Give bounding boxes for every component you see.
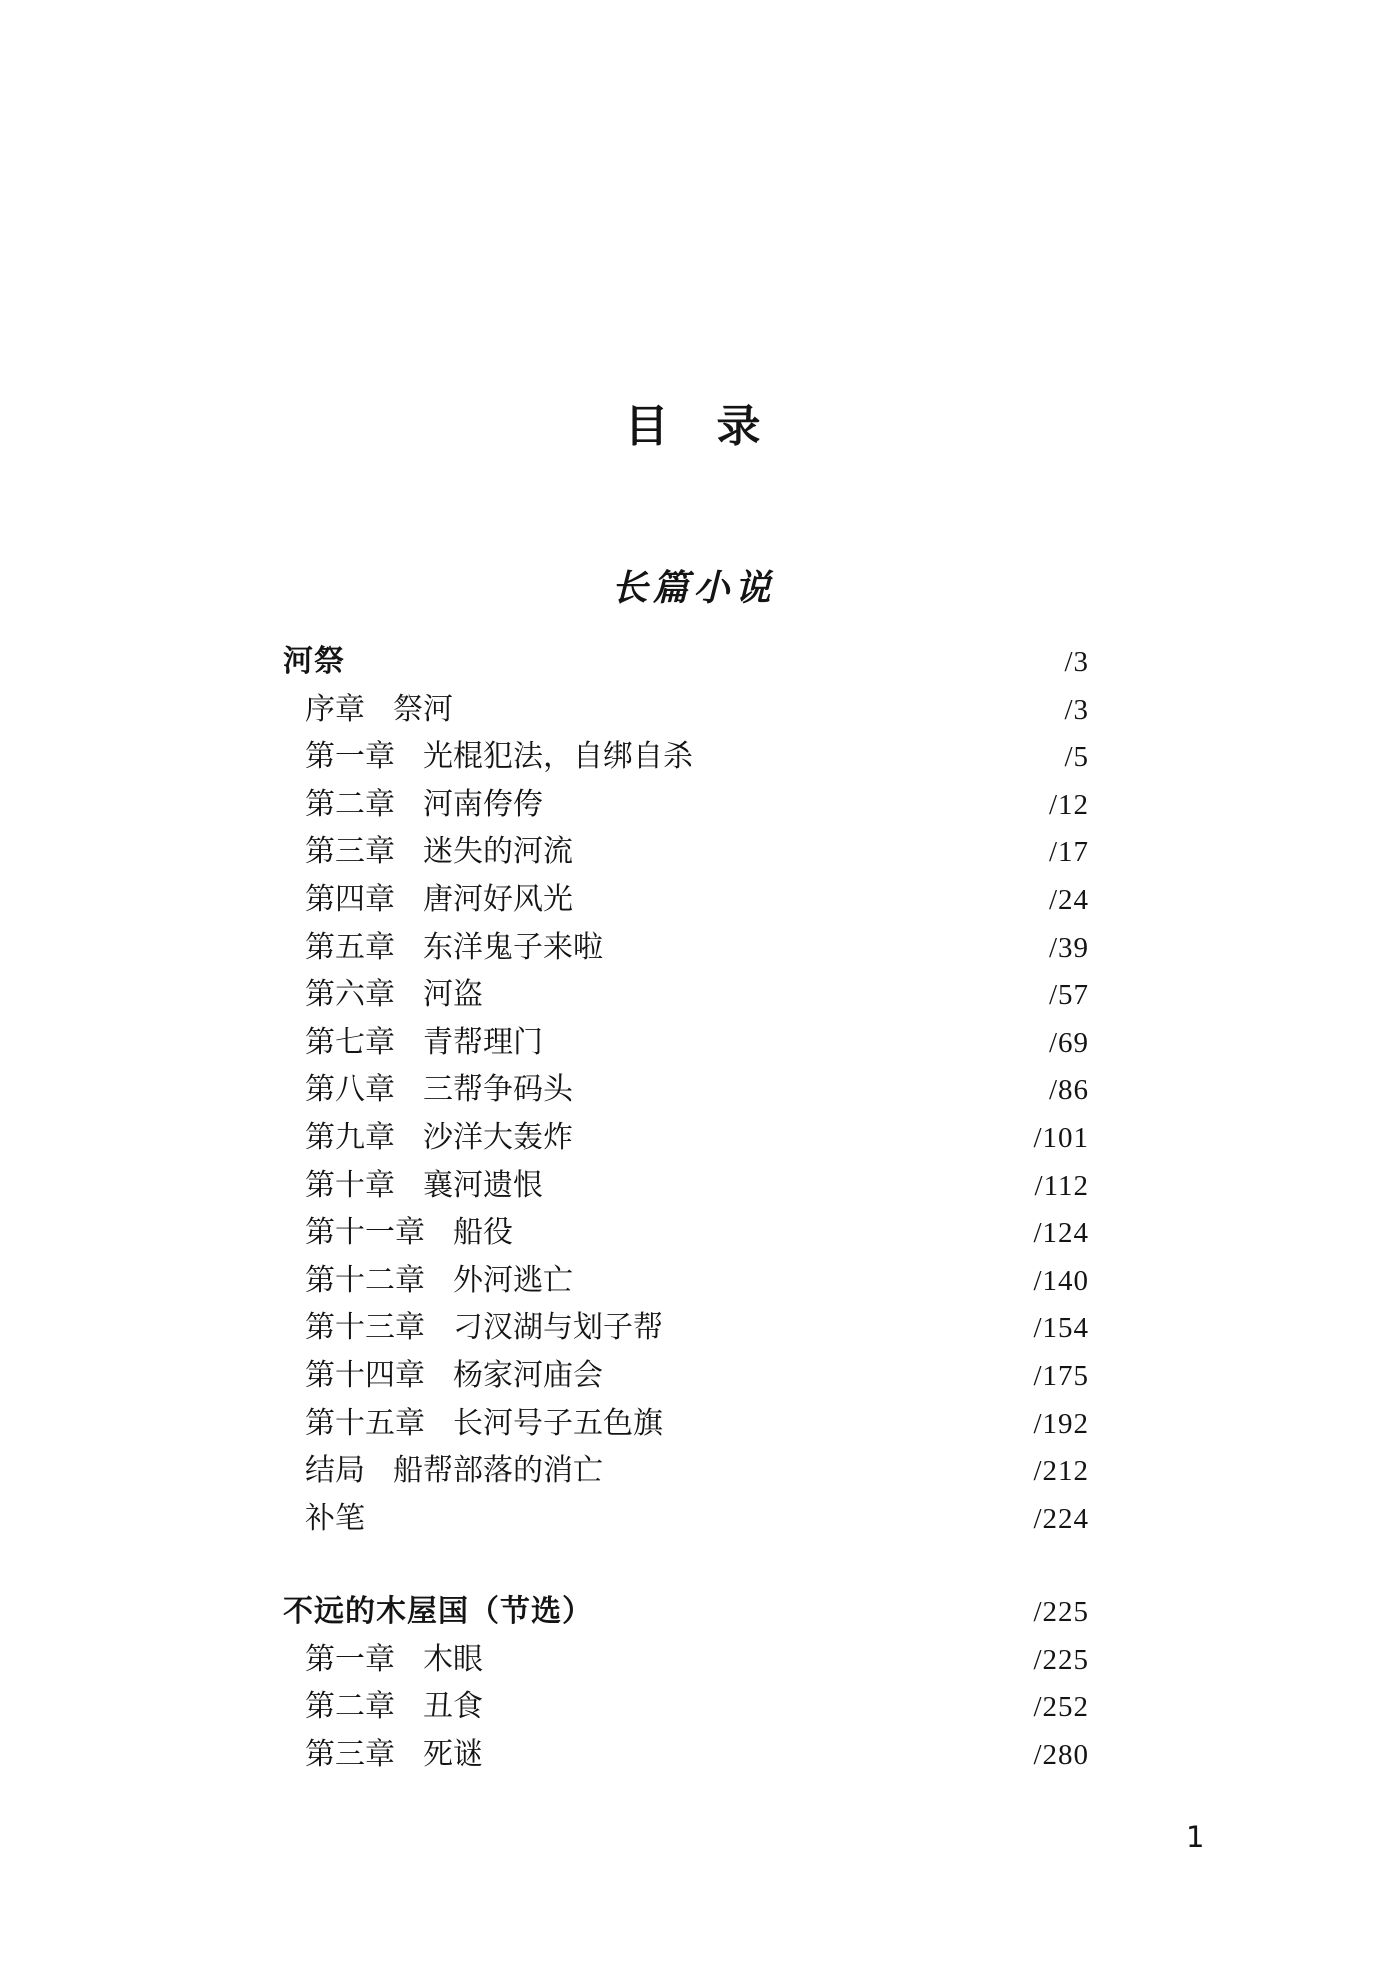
entry-label: 第一章: [305, 740, 395, 774]
entry-page-number: /175: [1033, 1359, 1089, 1392]
entry-title: 东洋鬼子来啦: [423, 930, 603, 964]
entry-page-number: /252: [1033, 1691, 1089, 1724]
entry-title: 船役: [453, 1216, 513, 1250]
entry-page-number: /225: [1033, 1643, 1089, 1676]
entry-page-number: /154: [1033, 1312, 1089, 1345]
entry-title: 死谜: [423, 1738, 483, 1772]
entry-page-number: /192: [1033, 1407, 1089, 1440]
entry-title: 唐河好风光: [423, 882, 573, 916]
entry-label: 第二章: [305, 787, 395, 821]
toc-entry: [283, 1019, 1089, 1067]
entry-label: 第三章: [305, 1738, 395, 1772]
entry-label: 第十一章: [305, 1216, 425, 1250]
toc-section-heading: [283, 638, 1089, 686]
entry-label: 第十章: [305, 1168, 395, 1202]
entry-label: 第七章: [305, 1025, 395, 1059]
toc-entry: [283, 686, 1089, 734]
entry-title: 迷失的河流: [423, 835, 573, 869]
toc-entry: [283, 781, 1089, 829]
entry-label: 第十五章: [305, 1406, 425, 1440]
entry-page-number: /101: [1033, 1121, 1089, 1154]
entry-page-number: /3: [1064, 693, 1089, 726]
toc-entry: [283, 733, 1089, 781]
section-heading-label: 河祭: [283, 645, 345, 678]
toc-entry: [283, 1636, 1089, 1684]
toc-entry: [283, 1731, 1089, 1779]
section-header-calligraphy: 长篇小说: [611, 568, 776, 608]
entry-title: 河盗: [423, 978, 483, 1012]
toc-entry: [283, 1162, 1089, 1210]
entry-label: 第六章: [305, 978, 395, 1012]
entry-title: 沙洋大轰炸: [423, 1120, 573, 1154]
section-heading-label: 不远的木屋国（节选）: [283, 1595, 593, 1629]
entry-label: 第十三章: [305, 1311, 425, 1345]
entry-label: 第四章: [305, 882, 395, 916]
entry-page-number: /5: [1064, 741, 1089, 774]
entry-page-number: /140: [1033, 1264, 1089, 1297]
entry-title: 船帮部落的消亡: [393, 1454, 603, 1488]
entry-title: 河南侉侉: [423, 787, 543, 821]
toc-entry: [283, 1447, 1089, 1495]
toc-entry: [283, 1066, 1089, 1114]
toc-entry: [283, 1400, 1089, 1448]
entry-title: 襄河遗恨: [423, 1168, 543, 1202]
entry-page-number: /39: [1048, 931, 1089, 964]
entry-title: 青帮理门: [423, 1025, 543, 1059]
entry-label: 第一章: [305, 1642, 395, 1676]
section-heading-page-number: /225: [1033, 1596, 1089, 1629]
entry-label: 第十四章: [305, 1358, 425, 1392]
entry-title: 杨家河庙会: [453, 1358, 603, 1392]
toc-entry: [283, 1304, 1089, 1352]
entry-title: 外河逃亡: [453, 1263, 573, 1297]
toc-entry: [283, 1114, 1089, 1162]
entry-page-number: /212: [1033, 1455, 1089, 1488]
toc-entry: [283, 876, 1089, 924]
entry-page-number: /12: [1048, 788, 1089, 821]
toc-list: [283, 638, 1089, 1779]
entry-title: 丑食: [423, 1690, 483, 1724]
section-heading-page-number: /3: [1064, 646, 1089, 678]
toc-entry: [283, 1352, 1089, 1400]
toc-entry: [283, 1495, 1089, 1543]
entry-label: 第九章: [305, 1120, 395, 1154]
entry-title: 光棍犯法，自绑自杀: [423, 740, 693, 774]
entry-page-number: /112: [1034, 1169, 1089, 1202]
page-title: 目 录: [624, 402, 763, 451]
entry-page-number: /124: [1033, 1217, 1089, 1250]
entry-label: 结局: [305, 1454, 365, 1488]
entry-label: 补笔: [305, 1501, 365, 1535]
footer-page-number: 1: [1186, 1820, 1205, 1854]
toc-section-heading: [283, 1588, 1089, 1636]
entry-label: 第三章: [305, 835, 395, 869]
entry-page-number: /57: [1048, 979, 1089, 1012]
entry-label: 序章: [305, 692, 365, 726]
entry-label: 第十二章: [305, 1263, 425, 1297]
toc-entry: [283, 1257, 1089, 1305]
toc-entry: [283, 1683, 1089, 1731]
entry-page-number: /86: [1048, 1074, 1089, 1107]
entry-label: 第八章: [305, 1073, 395, 1107]
entry-page-number: /224: [1033, 1502, 1089, 1535]
toc-entry: [283, 971, 1089, 1019]
entry-page-number: /69: [1048, 1026, 1089, 1059]
entry-page-number: /24: [1048, 883, 1089, 916]
entry-title: 长河号子五色旗: [453, 1406, 663, 1440]
toc-entry: [283, 1209, 1089, 1257]
entry-label: 第五章: [305, 930, 395, 964]
entry-title: 三帮争码头: [423, 1073, 573, 1107]
entry-title: 祭河: [393, 692, 453, 726]
entry-page-number: /17: [1048, 836, 1089, 869]
toc-entry: [283, 924, 1089, 972]
toc-entry: [283, 828, 1089, 876]
entry-title: 木眼: [423, 1642, 483, 1676]
entry-label: 第二章: [305, 1690, 395, 1724]
entry-title: 刁汊湖与划子帮: [453, 1311, 663, 1345]
entry-page-number: /280: [1033, 1739, 1089, 1772]
